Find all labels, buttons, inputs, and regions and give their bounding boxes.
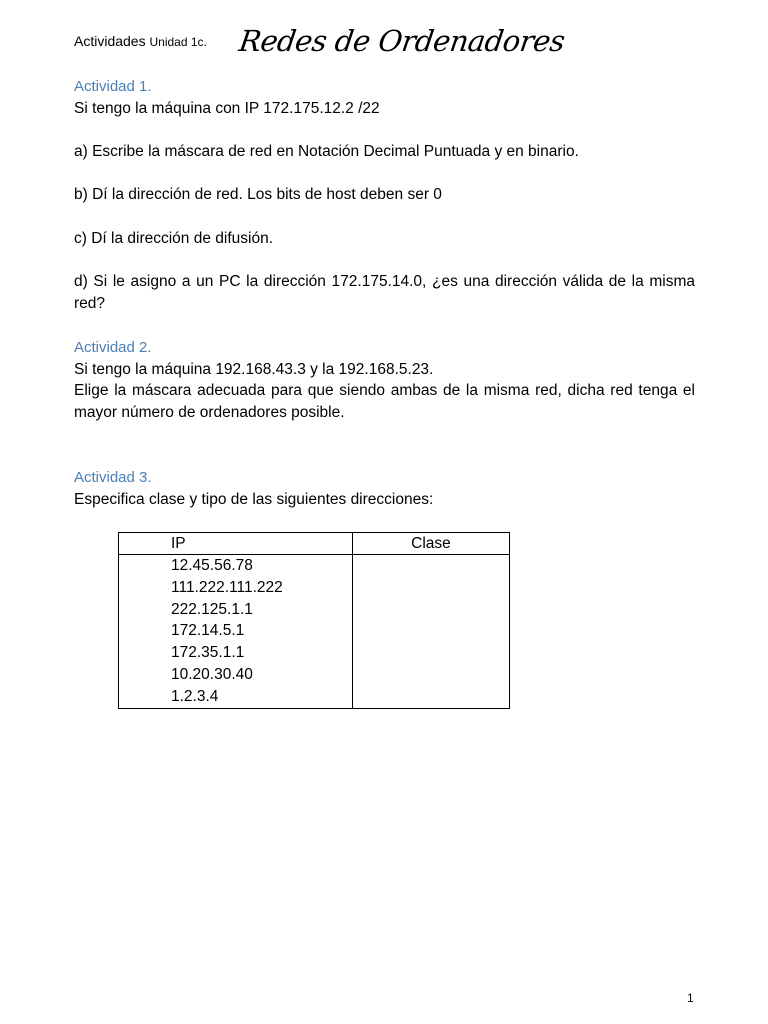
page-header xyxy=(74,22,694,66)
ip-cell: 222.125.1.1 xyxy=(119,599,353,621)
table-row xyxy=(119,599,510,621)
table-row xyxy=(119,555,510,577)
clase-cell xyxy=(353,555,510,577)
activity-3 xyxy=(74,467,695,510)
clase-cell xyxy=(353,686,510,708)
table-row xyxy=(119,686,510,708)
page-number: 1 xyxy=(687,991,694,1005)
column-header-ip: IP xyxy=(119,533,353,555)
ip-cell: 12.45.56.78 xyxy=(119,555,353,577)
table-row xyxy=(119,577,510,599)
activity-1-question-d: d) Si le asigno a un PC la dirección 172.175.14.0, ¿es una dirección válida de la misma red? xyxy=(74,273,695,312)
ip-cell: 111.222.111.222 xyxy=(119,577,353,599)
table-row xyxy=(119,664,510,686)
header-label xyxy=(74,33,207,49)
clase-cell xyxy=(353,664,510,686)
activity-1-question-c: c) Dí la dirección de difusión. xyxy=(74,229,274,247)
activity-2 xyxy=(74,337,695,424)
header-script-title: Redes de Ordenadores xyxy=(237,24,567,58)
activity-1-heading: Actividad 1. xyxy=(74,78,152,95)
clase-cell xyxy=(353,599,510,621)
clase-cell xyxy=(353,577,510,599)
ip-class-table xyxy=(118,532,510,709)
activity-1 xyxy=(74,76,695,315)
activity-2-heading: Actividad 2. xyxy=(74,339,152,356)
column-header-clase: Clase xyxy=(353,533,510,555)
activity-3-intro: Especifica clase y tipo de las siguientes direcciones: xyxy=(74,490,434,508)
table-row xyxy=(119,620,510,642)
ip-cell: 1.2.3.4 xyxy=(119,686,353,708)
ip-cell: 10.20.30.40 xyxy=(119,664,353,686)
activity-3-heading: Actividad 3. xyxy=(74,469,152,486)
activity-1-intro: Si tengo la máquina con IP 172.175.12.2 /22 xyxy=(74,99,380,117)
ip-cell: 172.35.1.1 xyxy=(119,642,353,664)
activity-1-question-a: a) Escribe la máscara de red en Notación Decimal Puntuada y en binario. xyxy=(74,143,579,161)
table-header-row xyxy=(119,533,510,555)
clase-cell xyxy=(353,642,510,664)
clase-cell xyxy=(353,620,510,642)
header-prefix-text: Actividades xyxy=(74,33,146,49)
activity-2-line-1: Si tengo la máquina 192.168.43.3 y la 192.168.5.23. xyxy=(74,360,434,378)
activity-1-question-b: b) Dí la dirección de red. Los bits de host deben ser 0 xyxy=(74,186,442,204)
header-unit-text: Unidad 1c. xyxy=(149,35,207,49)
ip-cell: 172.14.5.1 xyxy=(119,620,353,642)
activity-2-line-2: Elige la máscara adecuada para que siendo ambas de la misma red, dicha red tenga el mayor número de ordenadores posible. xyxy=(74,382,695,422)
table-row xyxy=(119,642,510,664)
